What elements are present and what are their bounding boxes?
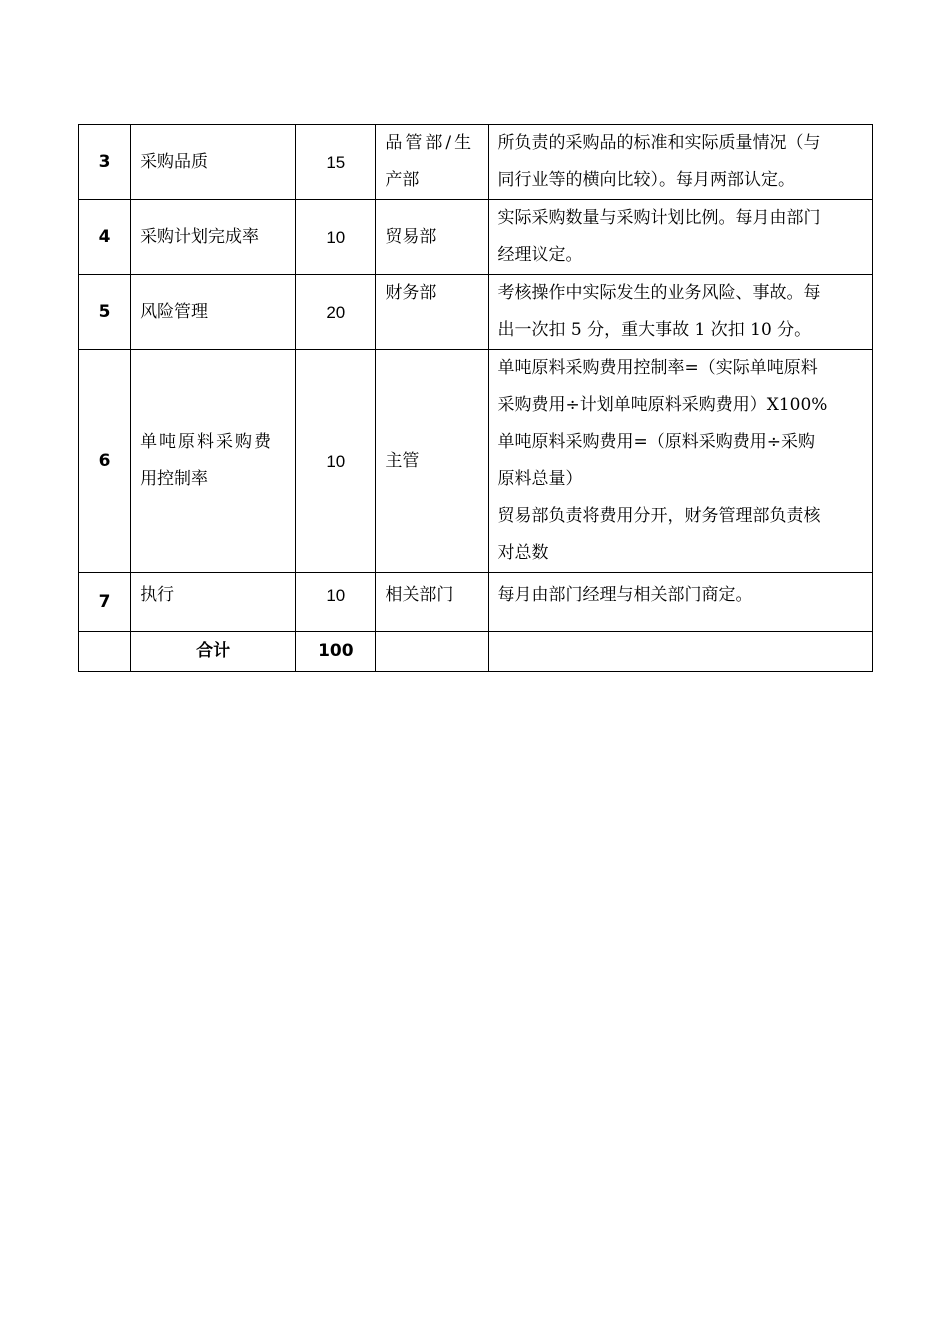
row-number: 7: [79, 573, 131, 632]
desc-line: 同行业等的横向比较）。每月两部认定。: [497, 170, 795, 190]
total-score: 100: [296, 632, 376, 672]
total-label: 合计: [131, 632, 296, 672]
table-row: [79, 275, 873, 350]
item-name: 采购计划完成率: [131, 200, 296, 275]
row-number: 6: [79, 350, 131, 573]
item-score: 10: [296, 573, 376, 632]
item-line: 单吨原料采购费: [140, 432, 274, 452]
desc-line: 采购费用÷计划单吨原料采购费用）X100%: [497, 395, 828, 415]
desc-line: 考核操作中实际发生的业务风险、事故。每: [497, 283, 821, 303]
item-name: 执行: [131, 573, 296, 632]
kpi-table: [78, 124, 873, 672]
total-empty-cell: [79, 632, 131, 672]
total-empty-cell: [376, 632, 488, 672]
item-name: 风险管理: [131, 275, 296, 350]
dept-line: 品管部/生: [385, 133, 475, 153]
item-description: [488, 200, 873, 275]
item-description: [488, 350, 873, 573]
responsible-dept: [376, 200, 488, 275]
dept-line: 财务部: [385, 283, 437, 303]
item-description: [488, 125, 873, 200]
table-row: [79, 125, 873, 200]
table-row: [79, 200, 873, 275]
desc-line: 出一次扣 5 分，重大事故 1 次扣 10 分。: [497, 320, 812, 340]
responsible-dept: [376, 275, 488, 350]
desc-line: 实际采购数量与采购计划比例。每月由部门: [497, 208, 821, 228]
desc-line: 原料总量）: [497, 469, 583, 489]
dept-line: 贸易部: [385, 226, 437, 247]
desc-line: 贸易部负责将费用分开，财务管理部负责核: [497, 506, 821, 526]
desc-line: 经理议定。: [497, 245, 583, 265]
responsible-dept: [376, 573, 488, 632]
total-empty-cell: [488, 632, 873, 672]
item-score: 20: [296, 275, 376, 350]
item-line: 用控制率: [140, 469, 209, 489]
row-number: 3: [79, 125, 131, 200]
item-score: 10: [296, 200, 376, 275]
desc-line: 单吨原料采购费用控制率=（实际单吨原料: [497, 358, 818, 378]
desc-line: 单吨原料采购费用=（原料采购费用÷采购: [497, 432, 815, 452]
desc-line: 所负责的采购品的标准和实际质量情况（与: [497, 133, 821, 153]
desc-line: 每月由部门经理与相关部门商定。: [497, 585, 753, 605]
dept-line: 相关部门: [385, 585, 454, 605]
item-name: 采购品质: [131, 125, 296, 200]
table-row: [79, 573, 873, 632]
total-row: [79, 632, 873, 672]
responsible-dept: [376, 350, 488, 573]
responsible-dept: [376, 125, 488, 200]
item-score: 10: [296, 350, 376, 573]
row-number: 5: [79, 275, 131, 350]
table-row: [79, 350, 873, 573]
dept-line: 主管: [385, 450, 420, 471]
desc-line: 对总数: [497, 543, 549, 563]
item-name: [131, 350, 296, 573]
item-description: [488, 573, 873, 632]
item-description: [488, 275, 873, 350]
dept-line: 产部: [385, 170, 420, 190]
item-score: 15: [296, 125, 376, 200]
row-number: 4: [79, 200, 131, 275]
